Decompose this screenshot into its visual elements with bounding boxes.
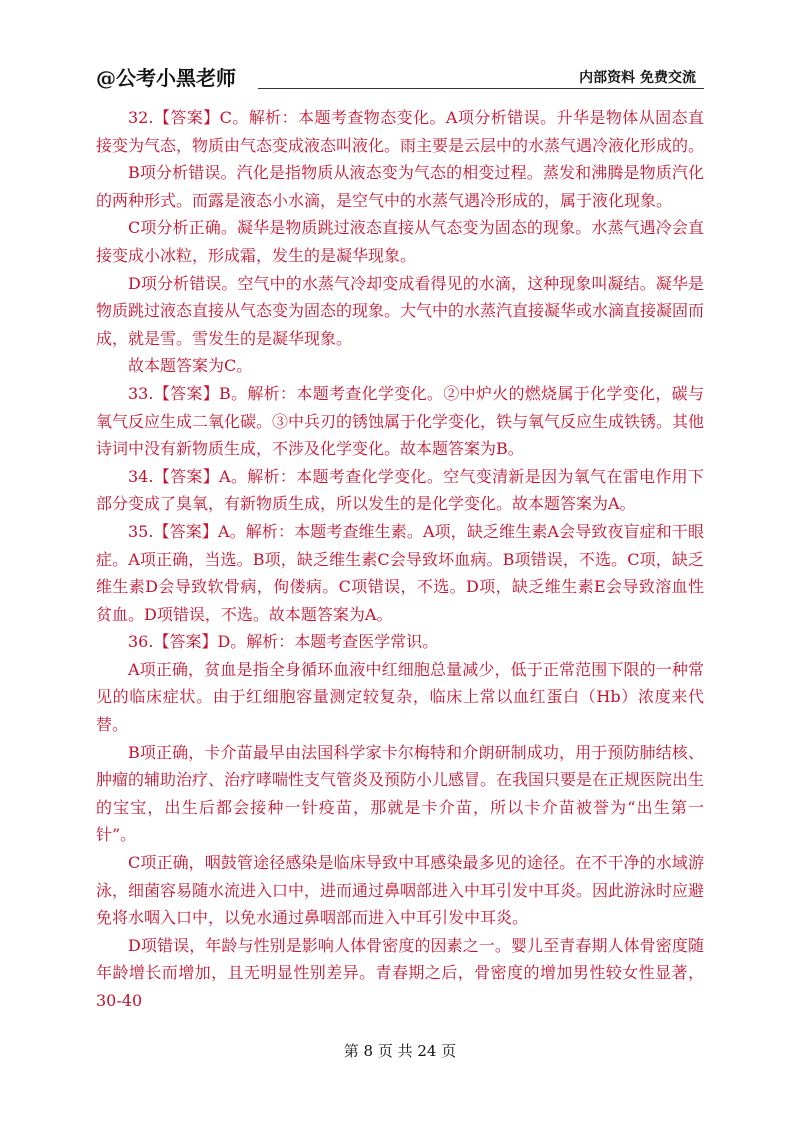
- paragraph: 故本题答案为C。: [128, 356, 253, 376]
- header-author: @公考小黑老师: [96, 66, 236, 90]
- paragraph: 35.【答案】A。解析：本题考查维生素。A项，缺乏维生素A会导致夜盲症和干眼症。A项正确，当选。B项，缺乏维生素C会导致坏血病。B项错误，不选。C项，缺乏维生素D会导致软骨病，佝偻病。C项错误，不选。D项，缺乏维生素E会导致溶血性贫血。D项错误，不选。故本题答案为A。: [96, 521, 704, 624]
- paragraph: 33.【答案】B。解析：本题考查化学变化。②中炉火的燃烧属于化学变化，碳与氧气反应生成二氧化碳。③中兵刃的锈蚀属于化学变化，铁与氧气反应生成铁锈。其他诗词中没有新物质生成，不涉及化学变化。故本题答案为B。: [96, 383, 705, 459]
- paragraph: B项正确，卡介苗最早由法国科学家卡尔梅特和介朗研制成功，用于预防肺结核、肿瘤的辅助治疗、治疗哮喘性支气管炎及预防小儿感冒。在我国只要是在正规医院出生的宝宝，出生后都会接种一针疫苗，那就是卡介苗，所以卡介苗被誉为“出生第一针”。: [96, 742, 705, 845]
- paragraph: 32.【答案】C。解析：本题考查物态变化。A项分析错误。升华是物体从固态直接变为气态，物质由气态变成液态叫液化。雨主要是云层中的水蒸气遇冷液化形成的。: [96, 108, 705, 155]
- paragraph: 36.【答案】D。解析：本题考查医学常识。: [128, 632, 439, 652]
- paragraph: D项分析错误。空气中的水蒸气冷却变成看得见的水滴，这种现象叫凝结。凝华是物质跳过液态直接从气态变为固态的现象。大气中的水蒸汽直接凝华或水滴直接凝固而成，就是雪。雪发生的是凝华现象。: [96, 273, 705, 348]
- paragraph: D项错误，年龄与性别是影响人体骨密度的因素之一。婴儿至青春期人体骨密度随年龄增长而增加，且无明显性别差异。青春期之后，骨密度的增加男性较女性显著，30-40: [96, 935, 704, 1010]
- header-divider: [258, 88, 704, 89]
- page-header: [96, 62, 704, 90]
- paragraph: C项正确，咽鼓管途径感染是临床导致中耳感染最多见的途径。在不干净的水域游泳，细菌容易随水流进入口中，进而通过鼻咽部进入中耳引发中耳炎。因此游泳时应避免将水咽入口中，以免水通过鼻咽部而进入中耳引发中耳炎。: [96, 853, 705, 928]
- paragraph: B项分析错误。汽化是指物质从液态变为气态的相变过程。蒸发和沸腾是物质汽化的两种形式。而露是液态小水滴，是空气中的水蒸气遇冷形成的，属于液化现象。: [96, 163, 704, 210]
- paragraph: 34.【答案】A。解析：本题考查化学变化。空气变清新是因为氧气在雷电作用下部分变成了臭氧，有新物质生成，所以发生的是化学变化。故本题答案为A。: [96, 466, 704, 514]
- answer-explanations: [96, 104, 704, 1015]
- paragraph: A项正确，贫血是指全身循环血液中红细胞总量减少，低于正常范围下限的一种常见的临床症状。由于红细胞容量测定较复杂，临床上常以血红蛋白（Hb）浓度来代替。: [96, 659, 704, 735]
- page-number: 第 8 页 共 24 页: [343, 1042, 457, 1060]
- header-note: 内部资料 免费交流: [579, 70, 696, 86]
- paragraph: C项分析正确。凝华是物质跳过液态直接从气态变为固态的现象。水蒸气遇冷会直接变成小冰粒，形成霜，发生的是凝华现象。: [96, 218, 704, 265]
